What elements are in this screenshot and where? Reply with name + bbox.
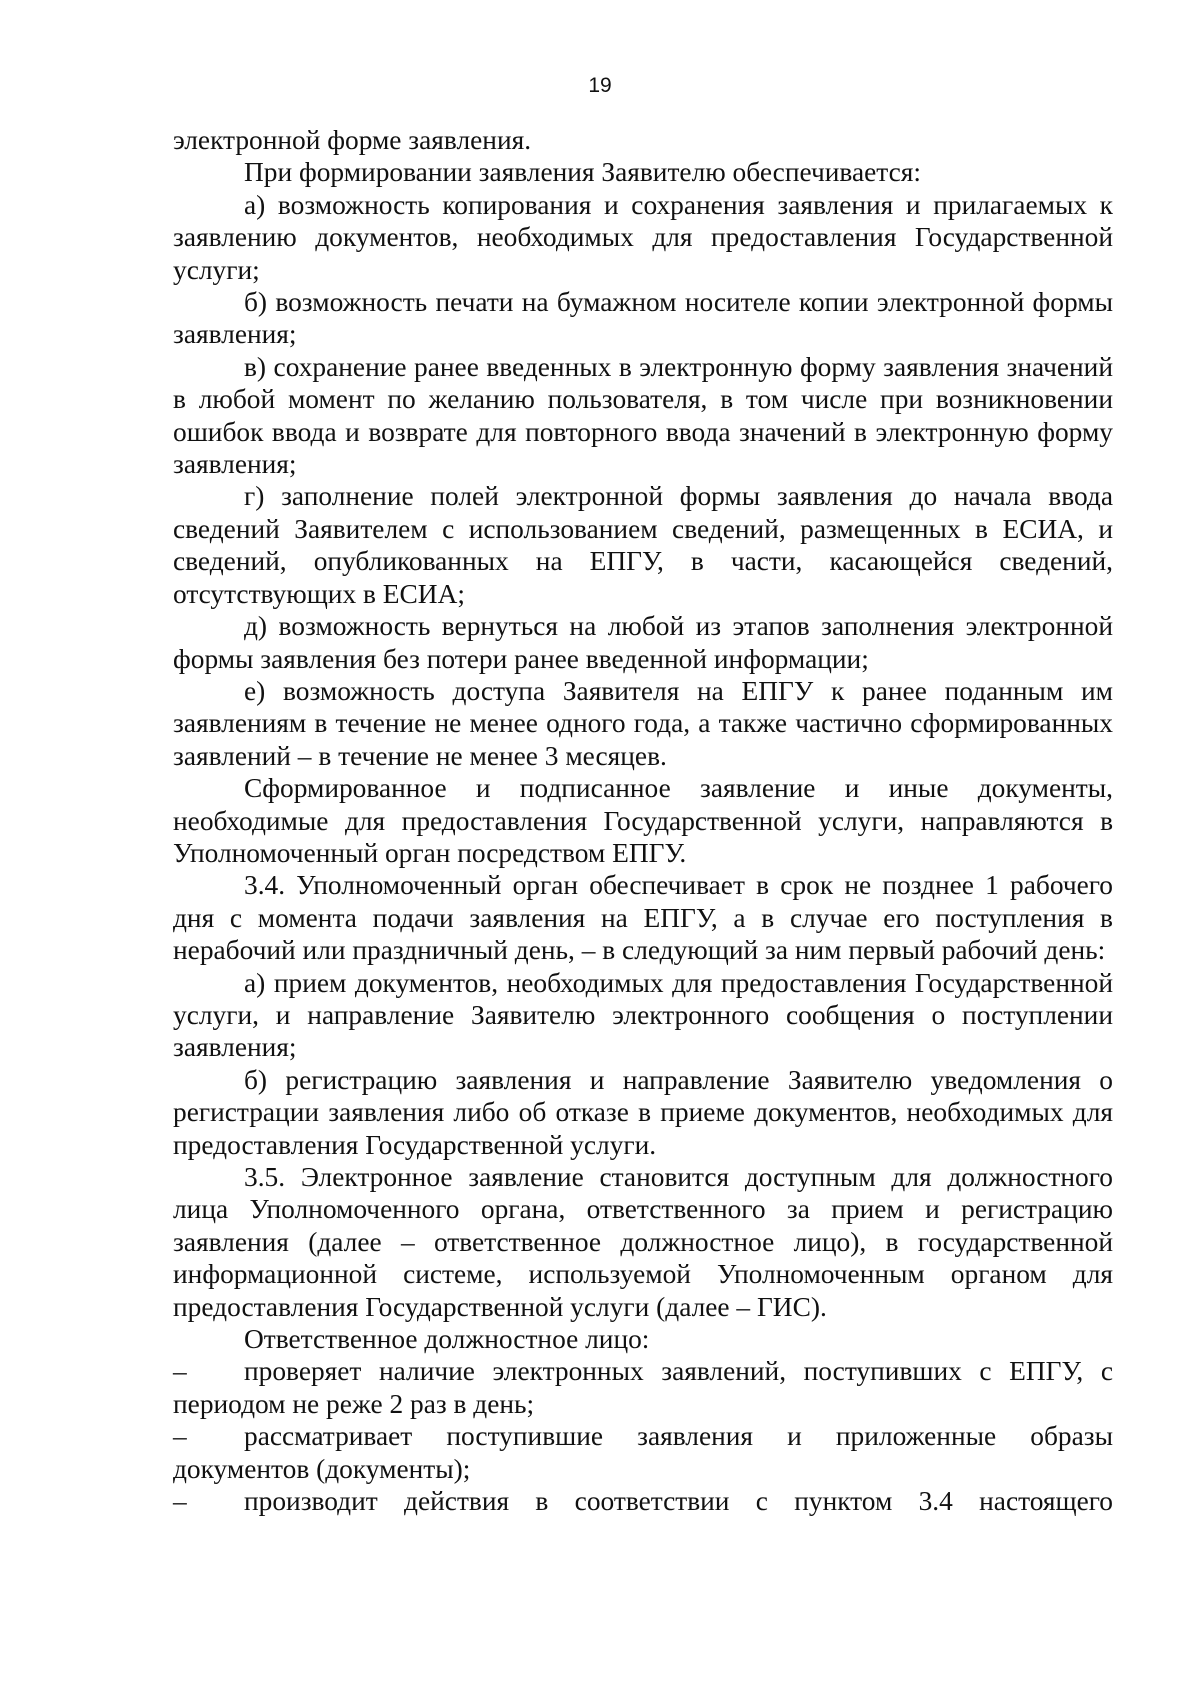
- paragraph-item-b: б) возможность печати на бумажном носителе копии электронной формы заявления;: [173, 287, 1113, 350]
- paragraph-section-3-5: 3.5. Электронное заявление становится доступным для должностного лица Уполномоченного органа, ответственного за прием и регистрацию заявления (далее – ответственное должностное лицо), в государственной информационной системе, используемой Уполномоченным органом для предоставления Государственной услуги (далее – ГИС).: [173, 1162, 1113, 1322]
- page-number: 19: [588, 74, 612, 97]
- bullet-item-2: [173, 1420, 1113, 1485]
- bullet-item-3: [173, 1485, 1113, 1517]
- paragraph-continuation: электронной форме заявления.: [173, 125, 532, 155]
- paragraph-official-heading: Ответственное должностное лицо:: [244, 1324, 650, 1355]
- bullet-marker: –: [173, 1356, 187, 1387]
- bullet-item-1: [173, 1355, 1113, 1420]
- paragraph-intro: При формировании заявления Заявителю обеспечивается:: [244, 157, 921, 188]
- paragraph-submission: Сформированное и подписанное заявление и иные документы, необходимые для предоставления Государственной услуги, направляются в Уполномоченный орган посредством ЕПГУ.: [173, 773, 1113, 868]
- paragraph-item-v: в) сохранение ранее введенных в электронную форму заявления значений в любой момент по желанию пользователя, в том числе при возникновении ошибок ввода и возврате для повторного ввода значений в электронную форму заявления;: [173, 351, 1113, 480]
- paragraph-section-3-4: 3.4. Уполномоченный орган обеспечивает в срок не позднее 1 рабочего дня с момента подачи заявления на ЕПГУ, а в случае его поступления в нерабочий или праздничный день, – в следующий за ним первый рабочий день:: [173, 870, 1113, 966]
- paragraph-item-g: г) заполнение полей электронной формы заявления до начала ввода сведений Заявителем с использованием сведений, размещенных в ЕСИА, и сведений, опубликованных на ЕПГУ, в части, касающейся сведений, отсутствующих в ЕСИА;: [173, 481, 1113, 609]
- bullet-text: производит действия в соответствии с пунктом 3.4 настоящего: [244, 1486, 1113, 1517]
- paragraph-3-4-item-b: б) регистрацию заявления и направление Заявителю уведомления о регистрации заявления либо об отказе в приеме документов, необходимых для предоставления Государственной услуги.: [173, 1064, 1113, 1160]
- document-body: [173, 124, 1113, 1517]
- paragraph-item-a: а) возможность копирования и сохранения заявления и прилагаемых к заявлению документов, необходимых для предоставления Государственной услуги;: [173, 189, 1113, 285]
- paragraph-item-e: е) возможность доступа Заявителя на ЕПГУ к ранее поданным им заявлениям в течение не менее одного года, а также частично сформированных заявлений – в течение не менее 3 месяцев.: [173, 675, 1113, 771]
- bullet-marker: –: [173, 1486, 187, 1517]
- bullet-text: рассматривает поступившие заявления и приложенные образы документов (документы);: [173, 1421, 1113, 1484]
- bullet-text: проверяет наличие электронных заявлений, поступивших с ЕПГУ, с периодом не реже 2 раз в день;: [173, 1356, 1113, 1419]
- bullet-marker: –: [173, 1421, 187, 1452]
- paragraph-item-d: д) возможность вернуться на любой из этапов заполнения электронной формы заявления без потери ранее введенной информации;: [173, 611, 1113, 674]
- paragraph-3-4-item-a: а) прием документов, необходимых для предоставления Государственной услуги, и направление Заявителю электронного сообщения о поступлении заявления;: [173, 967, 1113, 1063]
